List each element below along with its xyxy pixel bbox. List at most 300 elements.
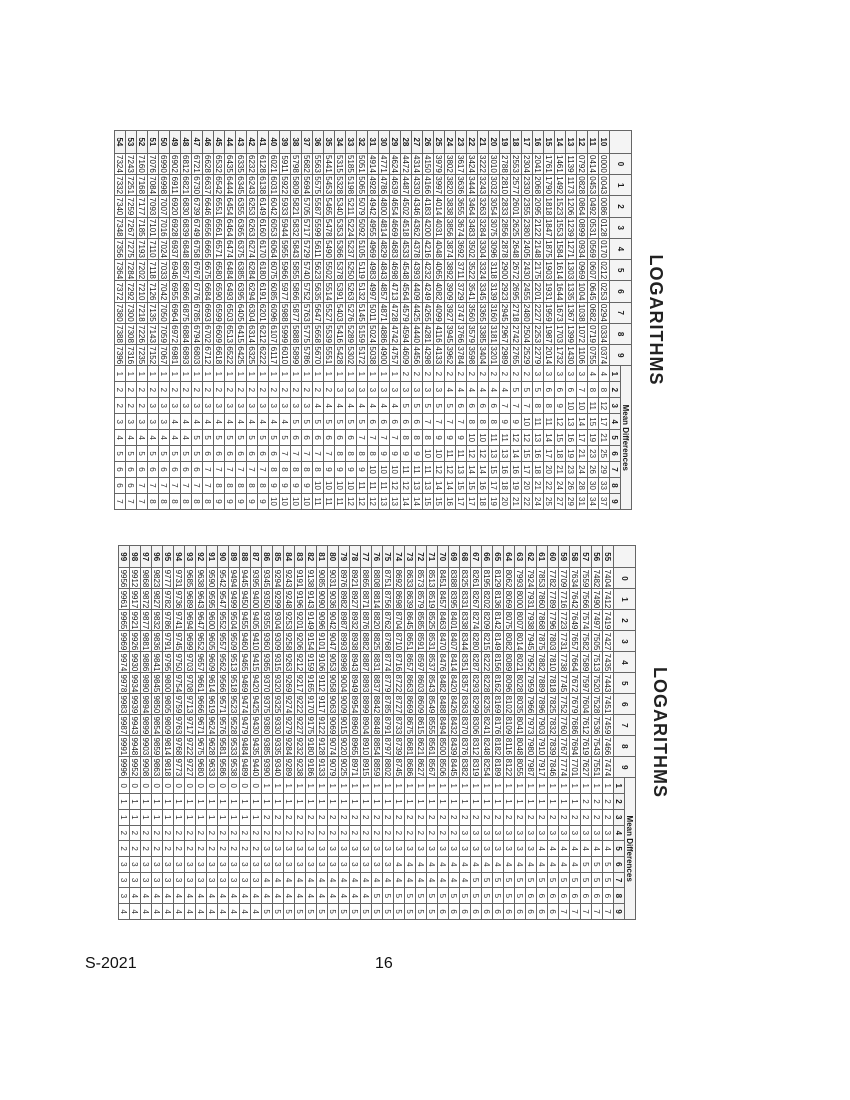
mean-difference-cell: 5 [291, 414, 302, 430]
mean-difference-cell: 11 [489, 430, 500, 446]
mean-difference-cell: 5 [170, 446, 181, 462]
mean-difference-cell: 2 [522, 366, 533, 382]
log-value-cell: 8445 [449, 758, 459, 777]
log-value-cell: 8739 [394, 737, 404, 756]
mean-difference-cell: 3 [493, 825, 504, 841]
mean-difference-cell: 13 [456, 462, 467, 478]
log-value-cell: 9736 [174, 590, 184, 609]
log-value-cell: 0755 [588, 346, 598, 365]
mean-difference-cell: 3 [581, 825, 592, 841]
log-value-cell: 9845 [152, 674, 162, 693]
table-row [379, 131, 390, 510]
mean-difference-cell: 5 [284, 904, 295, 920]
log-value-cell: 4654 [390, 197, 400, 216]
row-number: 14 [555, 131, 566, 154]
log-value-cell: 7931 [526, 590, 536, 609]
mean-difference-cell: 12 [434, 462, 445, 478]
mean-difference-cell: 6 [570, 888, 581, 904]
mean-difference-cell: 18 [555, 446, 566, 462]
log-value-cell: 9890 [141, 674, 151, 693]
log-value-cell: 2810 [500, 176, 510, 195]
mean-difference-cell: 25 [544, 493, 555, 509]
log-value-cell: 7513 [592, 653, 602, 672]
mean-difference-cell: 3 [383, 841, 394, 857]
row-number: 30 [379, 131, 390, 154]
log-value-cell: 6454 [225, 197, 235, 216]
mean-difference-cell: 4 [181, 414, 192, 430]
log-value-cell: 8395 [449, 590, 459, 609]
mean-difference-cell: 5 [137, 446, 148, 462]
log-value-cell: 9400 [251, 590, 261, 609]
log-value-cell: 4472 [401, 155, 411, 173]
mean-difference-cell: 4 [357, 398, 368, 414]
mean-difference-cell: 2 [313, 382, 324, 398]
row-number: 98 [130, 546, 141, 568]
log-value-cell: 5635 [313, 282, 323, 301]
mean-difference-cell: 19 [588, 430, 599, 446]
table-row [163, 546, 174, 920]
log-value-cell: 8808 [372, 569, 382, 588]
log-value-cell: 1673 [555, 303, 565, 322]
row-number: 40 [269, 131, 280, 154]
log-value-cell: 6646 [203, 197, 213, 216]
mean-difference-cell: 4 [174, 888, 185, 904]
log-value-cell: 8325 [460, 569, 470, 588]
mean-difference-cell: 19 [489, 493, 500, 509]
log-value-cell: 9713 [185, 695, 195, 714]
mean-difference-cell: 3 [335, 382, 346, 398]
log-value-cell: 0569 [588, 240, 598, 258]
log-value-cell: 0899 [577, 218, 587, 237]
mean-difference-cell: 7 [181, 478, 192, 494]
row-number: 59 [559, 546, 570, 568]
table-row [372, 546, 383, 920]
mean-difference-cell: 8 [467, 414, 478, 430]
mean-difference-cell: 5 [295, 904, 306, 920]
mean-difference-cell: 4 [141, 888, 152, 904]
log-value-cell: 1959 [544, 303, 554, 322]
mean-difference-cell: 0 [240, 778, 251, 794]
mean-difference-cell: 4 [273, 888, 284, 904]
log-value-cell: 0414 [588, 155, 598, 173]
mean-difference-cell: 10 [434, 446, 445, 462]
table-row [119, 546, 130, 920]
log-value-cell: 3483 [467, 218, 477, 237]
log-value-cell: 8954 [350, 695, 360, 714]
log-value-cell: 1106 [577, 345, 588, 366]
log-table-2-rotated [94, 545, 674, 920]
table-row [115, 131, 126, 510]
log-value-cell: 8585 [416, 611, 426, 630]
log-value-cell: 7987 [526, 758, 536, 777]
log-value-cell: 7505 [592, 632, 602, 651]
mean-difference-cell: 3 [119, 872, 130, 888]
row-number: 16 [533, 131, 544, 154]
mean-difference-cell: 4 [449, 872, 460, 888]
log-value-cell: 9274 [284, 695, 294, 714]
log-value-cell: 8768 [383, 632, 393, 651]
mean-difference-cell: 10 [478, 430, 489, 446]
mean-difference-cell: 1 [346, 366, 357, 382]
mean-difference-cell: 2 [229, 841, 240, 857]
log-value-cell: 8149 [493, 632, 503, 651]
log-value-cell: 7782 [548, 569, 558, 588]
mean-difference-cell: 4 [196, 888, 207, 904]
log-value-cell: 1430 [566, 346, 576, 365]
mean-difference-cell: 3 [218, 872, 229, 888]
mean-difference-cell: 5 [302, 414, 313, 430]
mean-difference-cell: 20 [522, 478, 533, 494]
log-value-cell: 8241 [482, 716, 492, 735]
mean-difference-cell: 2 [504, 809, 515, 825]
mean-difference-cell: 3 [251, 872, 262, 888]
table-row [467, 131, 478, 510]
mean-difference-cell: 3 [273, 841, 284, 857]
log-value-cell: 9777 [163, 569, 173, 588]
log-value-cell: 5514 [324, 282, 334, 301]
column-header: 5 [610, 260, 632, 281]
mean-difference-cell: 16 [533, 446, 544, 462]
log-table-1-region [92, 130, 670, 510]
mean-difference-cell: 2 [214, 382, 225, 398]
log-value-cell: 9415 [251, 653, 261, 672]
mean-difference-cell: 3 [119, 888, 130, 904]
mean-difference-cell: 4 [328, 872, 339, 888]
log-value-cell: 8932 [350, 611, 360, 630]
log-value-cell: 7275 [126, 240, 136, 258]
mean-difference-cell: 4 [181, 430, 192, 446]
log-value-cell: 8887 [361, 653, 371, 672]
row-number: 36 [313, 131, 324, 154]
mean-difference-cell: 3 [115, 414, 126, 430]
mean-difference-cell: 2 [273, 825, 284, 841]
mean-difference-cell: 2 [119, 841, 130, 857]
mean-difference-cell: 2 [405, 825, 416, 841]
log-value-cell: 7135 [148, 303, 158, 322]
mean-difference-cell: 5 [324, 414, 335, 430]
log-value-cell: 9025 [339, 758, 349, 777]
log-value-cell: 6021 [269, 155, 279, 173]
log-value-cell: 8774 [383, 653, 393, 672]
log-value-cell: 9703 [185, 653, 195, 672]
mean-difference-cell: 3 [460, 841, 471, 857]
mean-difference-cell: 3 [471, 841, 482, 857]
log-value-cell: 9009 [339, 695, 349, 714]
mean-difference-cell: 9 [225, 493, 236, 509]
log-value-cell: 9863 [152, 758, 162, 777]
mean-difference-cell: 5 [493, 888, 504, 904]
mean-difference-cell: 0 [196, 778, 207, 794]
row-number: 56 [592, 546, 603, 568]
log-value-cell: 1206 [566, 197, 576, 216]
log-value-cell: 7889 [537, 674, 547, 693]
log-value-cell: 9619 [207, 695, 217, 714]
row-number: 69 [449, 546, 460, 568]
mean-difference-cell: 1 [515, 778, 526, 794]
mean-difference-cell: 2 [456, 366, 467, 382]
mean-difference-cell: 12 [467, 446, 478, 462]
log-value-cell: 5966 [280, 261, 290, 280]
mean-difference-cell: 3 [379, 382, 390, 398]
log-value-cell: 8102 [504, 695, 514, 714]
log-value-cell: 3502 [467, 240, 477, 258]
mean-difference-cell: 4 [526, 857, 537, 873]
log-value-cell: 7160 [137, 155, 147, 173]
mean-difference-cell: 6 [504, 904, 515, 920]
mean-difference-cell: 0 [207, 778, 218, 794]
log-value-cell: 9074 [328, 737, 338, 756]
mean-difference-cell: 1 [504, 794, 515, 810]
table-row [361, 546, 372, 920]
mean-difference-cell: 6 [467, 398, 478, 414]
log-value-cell: 5079 [357, 197, 367, 216]
mean-difference-cell: 1 [218, 794, 229, 810]
log-value-cell: 8014 [515, 632, 525, 651]
table-row [291, 131, 302, 510]
log-value-cell: 4914 [368, 155, 378, 173]
mean-difference-cell: 2 [203, 382, 214, 398]
table-row [137, 131, 148, 510]
log-value-cell: 7084 [148, 176, 158, 195]
mean-difference-cell: 3 [126, 414, 137, 430]
log-value-cell: 5105 [357, 240, 367, 258]
log-value-cell: 7709 [559, 569, 569, 588]
table-row [284, 546, 295, 920]
log-value-cell: 4281 [423, 325, 433, 343]
log-value-cell: 7582 [581, 632, 591, 651]
table-row [247, 131, 258, 510]
log-value-cell: 9243 [284, 569, 294, 588]
log-value-cell: 2430 [522, 261, 532, 280]
row-number: 70 [438, 546, 449, 568]
log-value-cell: 9948 [130, 737, 140, 756]
log-value-cell: 5378 [335, 261, 345, 280]
mean-difference-cell: 7 [456, 414, 467, 430]
mean-difference-cell: 4 [350, 888, 361, 904]
log-value-cell: 6345 [236, 176, 246, 195]
mean-difference-cell: 3 [416, 841, 427, 857]
table-row [196, 546, 207, 920]
mean-difference-cell: 8 [225, 478, 236, 494]
mean-difference-cell: 5 [526, 872, 537, 888]
mean-difference-cell: 2 [258, 382, 269, 398]
mean-difference-cell: 1 [295, 778, 306, 794]
mean-difference-cell: 6 [401, 414, 412, 430]
mean-difference-cell: 9 [357, 462, 368, 478]
log-value-cell: 7619 [581, 737, 591, 756]
mean-difference-cell: 6 [548, 904, 559, 920]
mean-difference-cell: 1 [526, 778, 537, 794]
mean-difference-cell: 4 [284, 888, 295, 904]
log-value-cell: 8543 [427, 674, 437, 693]
table-row [280, 131, 291, 510]
log-value-cell: 8470 [438, 632, 448, 651]
mean-difference-cell: 22 [544, 478, 555, 494]
mean-difference-cell: 21 [555, 462, 566, 478]
mean-difference-cell: 3 [203, 398, 214, 414]
log-value-cell: 4014 [434, 197, 444, 216]
mean-difference-cell: 11 [588, 398, 599, 414]
mean-difference-cell: 1 [196, 809, 207, 825]
log-value-cell: 0492 [588, 197, 598, 216]
mean-difference-cell: 1 [130, 809, 141, 825]
log-value-cell: 9309 [273, 632, 283, 651]
mean-difference-cell: 1 [383, 778, 394, 794]
log-value-cell: 9238 [295, 758, 305, 777]
column-header: 5 [614, 673, 636, 694]
mean-difference-cell: 3 [526, 825, 537, 841]
mean-difference-cell: 3 [152, 857, 163, 873]
row-number: 26 [423, 131, 434, 154]
mean-difference-cell: 6 [537, 904, 548, 920]
mean-difference-cell: 4 [438, 857, 449, 873]
mean-difference-cell: 4 [251, 888, 262, 904]
mean-difference-cell: 5 [192, 446, 203, 462]
log-value-cell: 7372 [115, 282, 125, 301]
mean-difference-cell: 2 [581, 794, 592, 810]
mean-difference-cell: 7 [302, 446, 313, 462]
mean-difference-cell: 5 [335, 414, 346, 430]
mean-difference-cell: 3 [284, 841, 295, 857]
mean-difference-cell: 3 [544, 366, 555, 382]
mean-difference-cell: 5 [511, 382, 522, 398]
mean-difference-cell: 12 [390, 478, 401, 494]
mean-difference-cell: 9 [335, 462, 346, 478]
mean-difference-cell: 4 [335, 398, 346, 414]
table-row [438, 546, 449, 920]
log-value-cell: 6561 [214, 218, 224, 237]
row-number: 87 [251, 546, 262, 568]
mean-difference-cell: 3 [460, 825, 471, 841]
log-value-cell: 7177 [137, 197, 147, 216]
log-value-cell: 5065 [357, 176, 367, 195]
mean-difference-cell: 8 [214, 478, 225, 494]
mean-difference-cell: 2 [302, 382, 313, 398]
log-value-cell: 8531 [427, 632, 437, 651]
log-value-cell: 7597 [581, 674, 591, 693]
log-value-cell: 7168 [137, 176, 147, 195]
row-number: 60 [548, 546, 559, 568]
mean-difference-cell: 3 [394, 841, 405, 857]
log-value-cell: 7443 [603, 674, 613, 693]
mean-difference-cell: 2 [262, 809, 273, 825]
log-value-cell: 6385 [236, 261, 246, 280]
log-value-cell: 9385 [262, 737, 272, 756]
log-value-cell: 7731 [559, 632, 569, 651]
mean-difference-cell: 1 [141, 809, 152, 825]
mean-difference-cell: 6 [581, 888, 592, 904]
mean-difference-cell: 5 [306, 904, 317, 920]
mean-difference-cell: 14 [511, 446, 522, 462]
log-value-cell: 7243 [126, 155, 136, 173]
log-value-cell: 8704 [394, 611, 404, 630]
row-number: 28 [401, 131, 412, 154]
log-value-cell: 2355 [522, 197, 532, 216]
mean-difference-cell: 6 [126, 462, 137, 478]
mean-difference-cell: 2 [152, 825, 163, 841]
mean-difference-cell: 7 [423, 414, 434, 430]
log-value-cell: 4786 [379, 176, 389, 195]
table-row [522, 131, 533, 510]
log-value-cell: 9680 [196, 758, 206, 777]
log-value-cell: 3997 [434, 176, 444, 195]
log-value-cell: 9304 [273, 611, 283, 630]
log-value-cell: 9320 [273, 674, 283, 693]
mean-difference-cell: 10 [280, 493, 291, 509]
mean-difference-cell: 2 [405, 809, 416, 825]
log-value-cell: 7672 [570, 674, 580, 693]
log-value-cell: 8567 [427, 758, 437, 777]
row-number: 51 [148, 131, 159, 154]
log-value-cell: 7860 [537, 590, 547, 609]
mean-difference-cell: 4 [218, 888, 229, 904]
log-value-cell: 4099 [434, 303, 444, 322]
mean-difference-cell: 3 [192, 398, 203, 414]
mean-difference-cell: 8 [335, 446, 346, 462]
mean-difference-cell: 4 [313, 398, 324, 414]
log-value-cell: 4330 [412, 176, 422, 195]
log-value-cell: 6721 [192, 155, 202, 173]
log-value-cell: 8797 [383, 737, 393, 756]
log-value-cell: 6232 [247, 155, 257, 173]
mean-difference-cell: 10 [324, 478, 335, 494]
log-value-cell: 9263 [284, 653, 294, 672]
log-value-cell: 7882 [537, 653, 547, 672]
table-row [456, 131, 467, 510]
mean-difference-cell: 1 [225, 366, 236, 382]
log-value-cell: 7973 [526, 716, 536, 735]
log-value-cell: 9489 [240, 758, 250, 777]
log-value-cell: 9206 [295, 632, 305, 651]
log-value-cell: 9410 [251, 632, 261, 651]
log-value-cell: 8525 [427, 611, 437, 630]
log-value-cell: 0828 [577, 176, 587, 195]
mean-difference-cell: 5 [262, 904, 273, 920]
log-value-cell: 7324 [115, 155, 125, 173]
mean-difference-cell: 9 [511, 414, 522, 430]
table-row [449, 546, 460, 920]
log-value-cell: 3541 [467, 282, 477, 301]
mean-difference-cell: 4 [372, 872, 383, 888]
mean-difference-cell: 3 [603, 825, 614, 841]
mean-difference-cell: 6 [291, 430, 302, 446]
log-value-cell: 9430 [251, 716, 261, 735]
log-value-cell: 2253 [533, 325, 543, 343]
log-value-cell: 4757 [390, 346, 400, 365]
row-number: 79 [339, 546, 350, 568]
log-value-cell: 0969 [577, 261, 587, 280]
log-value-cell: 8910 [361, 737, 371, 756]
log-value-cell: 9360 [262, 632, 272, 651]
mean-difference-cell: 7 [559, 904, 570, 920]
mean-difference-cell: 11 [379, 478, 390, 494]
table-row [203, 131, 214, 510]
log-value-cell: 7701 [570, 758, 580, 777]
mean-diff-column-header: 5 [610, 430, 621, 446]
log-value-cell: 8215 [482, 632, 492, 651]
log-value-cell: 6415 [236, 325, 246, 343]
log-value-cell: 8573 [416, 569, 426, 588]
log-value-cell: 6365 [236, 218, 246, 237]
mean-difference-cell: 26 [566, 478, 577, 494]
log-value-cell: 8035 [515, 695, 525, 714]
log-value-cell: 6920 [170, 197, 180, 216]
log-value-cell: 4886 [379, 325, 389, 343]
mean-difference-cell: 37 [599, 493, 610, 509]
mean-difference-cell: 4 [346, 398, 357, 414]
log-value-cell: 4871 [379, 303, 389, 322]
mean-difference-cell: 3 [504, 825, 515, 841]
